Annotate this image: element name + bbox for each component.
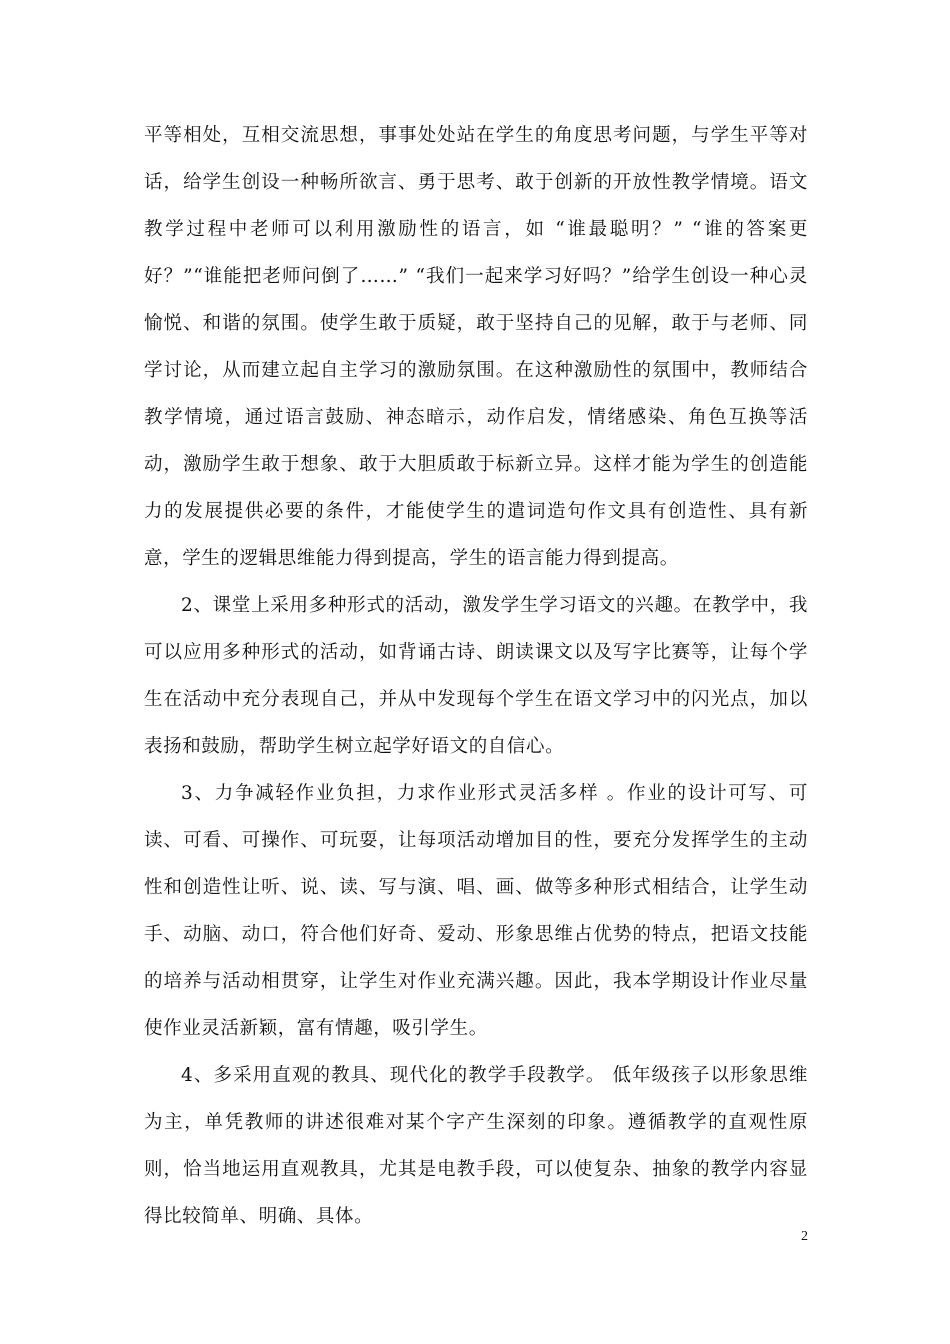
page-number: 2 (801, 1229, 808, 1244)
paragraph-item-3: 3、力争减轻作业负担，力求作业形式灵活多样 。作业的设计可写、可读、可看、可操作、可玩耍，让每项活动增加目的性，要充分发挥学生的主动性和创造性让听、说、读、写与演、唱、画、做等多种形式相结合，让学生动手、动脑、动口，符合他们好奇、爱动、形象思维占优势的特点，把语文技能的培养与活动相贯穿，让学生对作业充满兴趣。因此，我本学期设计作业尽量使作业灵活新颖，富有情趣，吸引学生。 (144, 783, 808, 1039)
paragraph-item-2: 2、课堂上采用多种形式的活动，激发学生学习语文的兴趣。在教学中，我可以应用多种形式的活动，如背诵古诗、朗读课文以及写字比赛等，让每个学生在活动中充分表现自己，并从中发现每个学生在语文学习中的闪光点，加以表扬和鼓励，帮助学生树立起学好语文的自信心。 (144, 595, 808, 757)
paragraph-continuation: 平等相处，互相交流思想，事事处处站在学生的角度思考问题，与学生平等对话，给学生创设一种畅所欲言、勇于思考、敢于创新的开放性教学情境。语文教学过程中老师可以利用激励性的语言，如 “谁最聪明？” “谁的答案更好？”“谁能把老师问倒了……” “我们一起来学习好吗？”给学生创设一种心灵愉悦、和谐的氛围。使学生敢于质疑，敢于坚持自己的见解，敢于与老师、同学讨论，从而建立起自主学习的激励氛围。在这种激励性的氛围中，教师结合教学情境，通过语言鼓励、神态暗示，动作启发，情绪感染、角色互换等活动，激励学生敢于想象、敢于大胆质敢于标新立异。这样才能为学生的创造能力的发展提供必要的条件，才能使学生的遣词造句作文具有创造性、具有新意，学生的逻辑思维能力得到提高，学生的语言能力得到提高。 (144, 125, 808, 569)
paragraph-item-4: 4、多采用直观的教具、现代化的教学手段教学。 低年级孩子以形象思维为主，单凭教师的讲述很难对某个字产生深刻的印象。遵循教学的直观性原则，恰当地运用直观教具，尤其是电教手段，可以使复杂、抽象的教学内容显得比较简单、明确、具体。 (144, 1065, 808, 1227)
body-text (144, 112, 808, 1240)
